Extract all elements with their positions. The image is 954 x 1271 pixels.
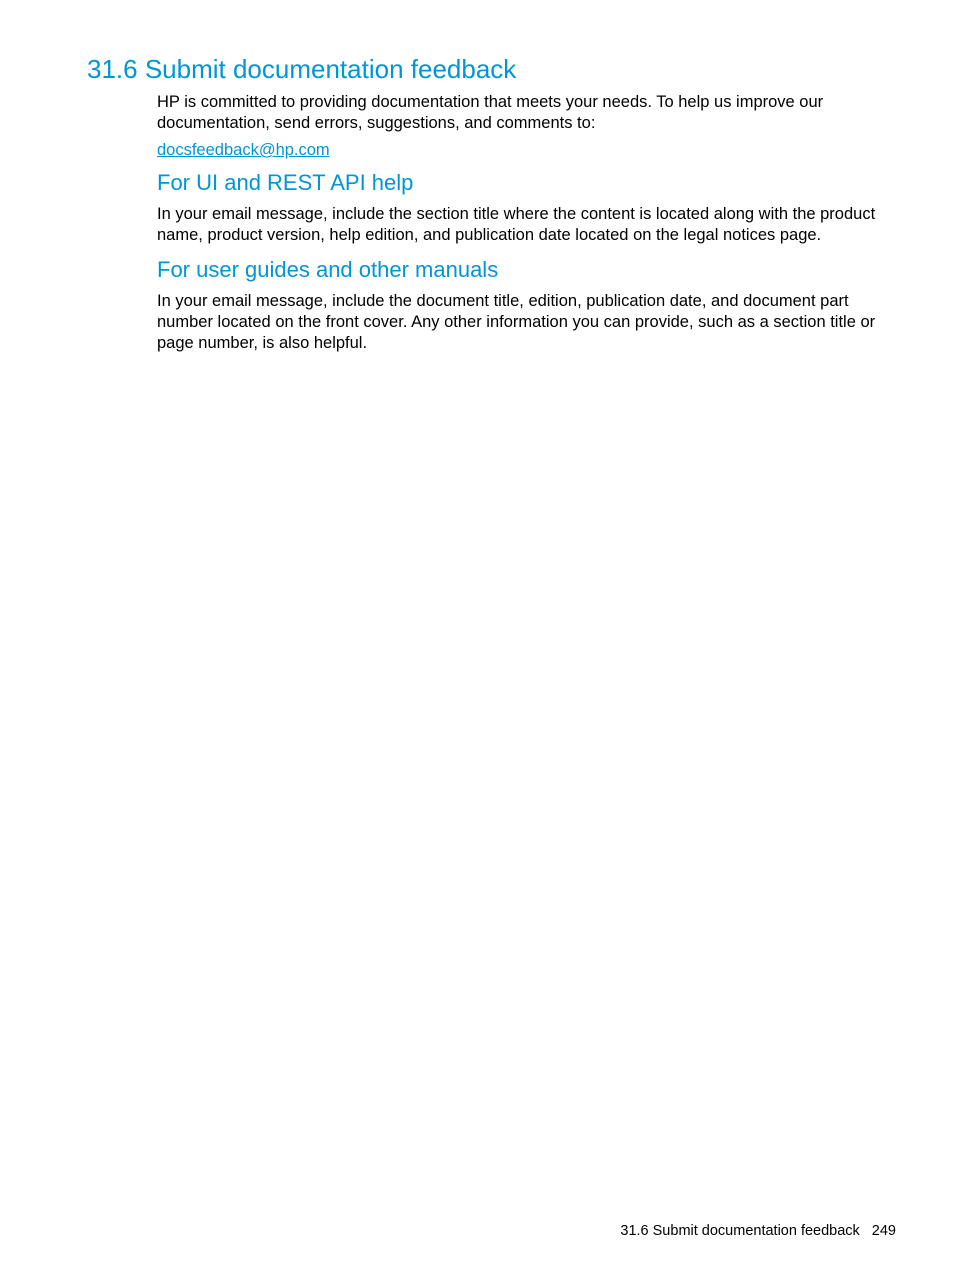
feedback-email-link[interactable]: docsfeedback@hp.com bbox=[157, 141, 330, 159]
ui-rest-api-help-paragraph: In your email message, include the section title where the content is located along with the product name, product version, help edition, and publication date located on the legal notices page. bbox=[157, 205, 876, 244]
subheading-user-guides: For user guides and other manuals bbox=[157, 257, 499, 282]
email-link-line bbox=[157, 140, 902, 161]
section-content bbox=[157, 92, 902, 354]
footer-section-title: 31.6 Submit documentation feedback bbox=[620, 1223, 860, 1239]
subheading-ui-rest-api-help: For UI and REST API help bbox=[157, 170, 414, 195]
user-guides-paragraph: In your email message, include the document title, edition, publication date, and document part number located on the front cover. Any other information you can provide, such as a section title or page number, is also helpful. bbox=[157, 292, 876, 352]
page-footer bbox=[620, 1222, 896, 1240]
page-title: 31.6 Submit documentation feedback bbox=[87, 54, 517, 84]
page-number: 249 bbox=[871, 1223, 896, 1239]
intro-paragraph: HP is committed to providing documentation that meets your needs. To help us improve our documentation, send errors, suggestions, and comments to: bbox=[157, 93, 824, 132]
